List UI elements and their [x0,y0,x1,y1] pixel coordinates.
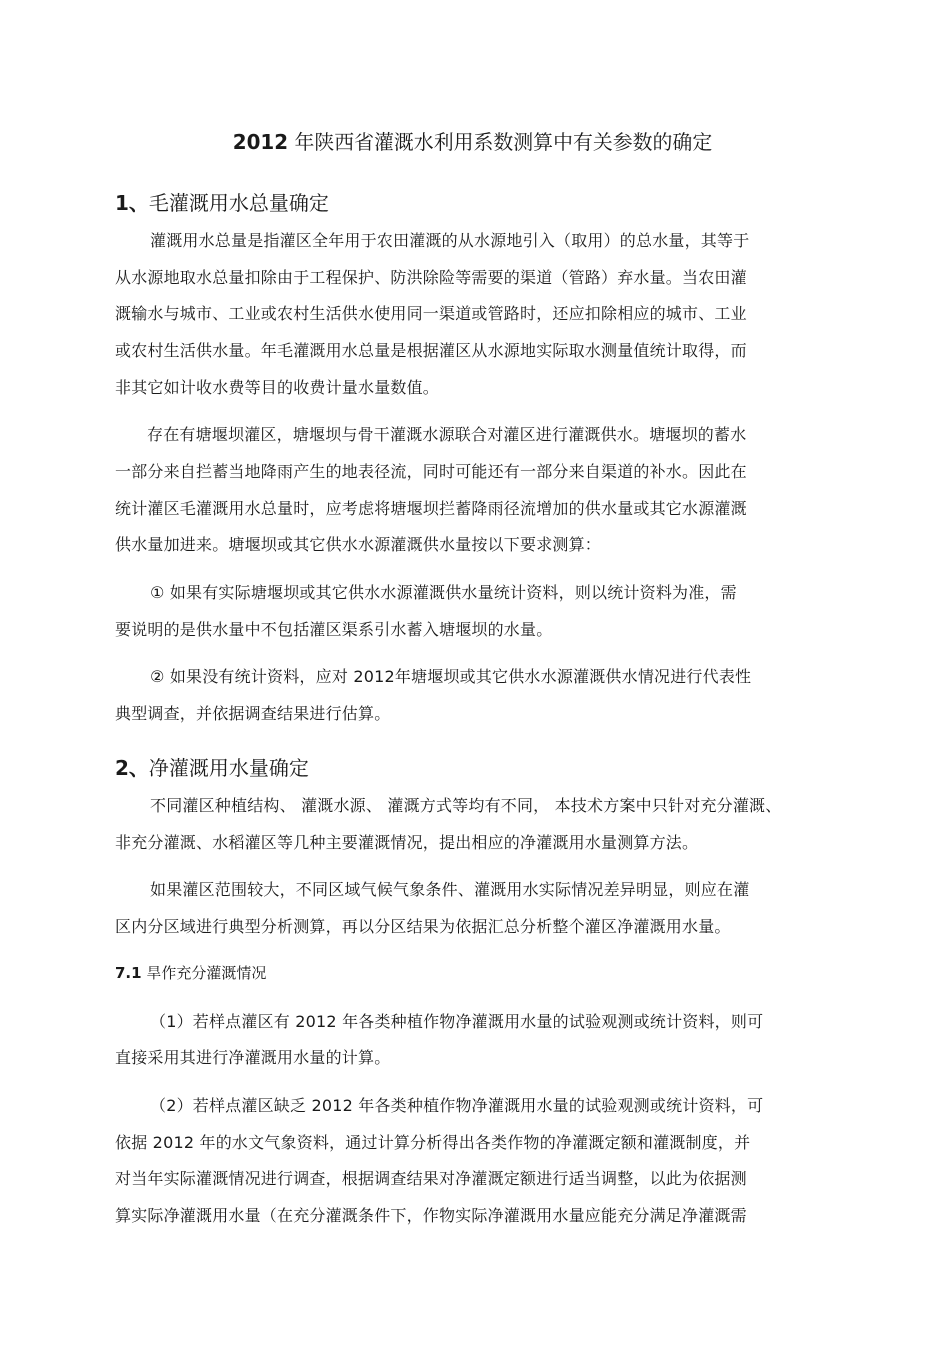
section-2-item-2-line: 对当年实际灌溉情况进行调查，根据调查结果对净灌溉定额进行适当调整，以此为依据测 [115,1169,747,1188]
section-2-paragraph-1-line: 非充分灌溉、水稻灌区等几种主要灌溉情况，提出相应的净灌溉用水量测算方法。 [115,833,699,852]
section-1-paragraph-2-line: 存在有塘堰坝灌区，塘堰坝与骨干灌溉水源联合对灌区进行灌溉供水。塘堰坝的蓄水 [147,425,747,444]
section-1-paragraph-1-line: 或农村生活供水量。年毛灌溉用水总量是根据灌区从水源地实际取水测量值统计取得，而 [115,341,747,360]
section-2-number: 2、 [115,756,149,780]
section-2-item-2-line: （2）若样点灌区缺乏 2012 年各类种植作物净灌溉用水量的试验观测或统计资料，可 [150,1096,764,1115]
document-title [0,130,945,154]
title-text: 年陕西省灌溉水利用系数测算中有关参数的确定 [288,130,713,154]
section-2-title: 净灌溉用水量确定 [148,756,309,780]
section-2-paragraph-1-line: 不同灌区种植结构、 灌溉水源、 灌溉方式等均有不同， 本技术方案中只针对充分灌溉、 [150,796,782,815]
section-2-paragraph-2-line: 如果灌区范围较大，不同区域气候气象条件、灌溉用水实际情况差异明显，则应在灌 [150,880,750,899]
subsection-7-1-number: 7.1 [115,964,142,982]
section-2-item-2-line: 依据 2012 年的水文气象资料，通过计算分析得出各类作物的净灌溉定额和灌溉制度，并 [115,1133,751,1152]
title-year: 2012 [232,130,289,154]
section-2-item-1-line: （1）若样点灌区有 2012 年各类种植作物净灌溉用水量的试验观测或统计资料，则可 [150,1012,764,1031]
section-1-item-1-line: 要说明的是供水量中不包括灌区渠系引水蓄入塘堰坝的水量。 [115,620,553,639]
section-1-paragraph-2-line: 统计灌区毛灌溉用水总量时，应考虑将塘堰坝拦蓄降雨径流增加的供水量或其它水源灌溉 [115,499,747,518]
section-2-item-2-line: 算实际净灌溉用水量（在充分灌溉条件下，作物实际净灌溉用水量应能充分满足净灌溉需 [115,1206,747,1225]
section-2-paragraph-2-line: 区内分区域进行典型分析测算，再以分区结果为依据汇总分析整个灌区净灌溉用水量。 [115,917,731,936]
section-1-heading [115,191,329,215]
section-1-item-2-line: 典型调查，并依据调查结果进行估算。 [115,704,391,723]
section-2-item-1-line: 直接采用其进行净灌溉用水量的计算。 [115,1048,391,1067]
section-1-paragraph-1-line: 溉输水与城市、工业或农村生活供水使用同一渠道或管路时，还应扣除相应的城市、工业 [115,304,747,323]
section-1-number: 1、 [115,191,149,215]
section-1-paragraph-2-line: 供水量加进来。塘堰坝或其它供水水源灌溉供水量按以下要求测算： [115,535,602,554]
subsection-7-1-title: 旱作充分灌溉情况 [141,964,267,982]
section-2-heading [115,756,309,780]
section-1-item-2-line: ② 如果没有统计资料，应对 2012年塘堰坝或其它供水水源灌溉供水情况进行代表性 [150,667,752,686]
section-1-title: 毛灌溉用水总量确定 [148,191,329,215]
section-1-paragraph-1-line: 从水源地取水总量扣除由于工程保护、防洪除险等需要的渠道（管路）弃水量。当农田灌 [115,268,747,287]
section-1-paragraph-1-line: 非其它如计收水费等目的收费计量水量数值。 [115,378,440,397]
section-1-paragraph-2-line: 一部分来自拦蓄当地降雨产生的地表径流，同时可能还有一部分来自渠道的补水。因此在 [115,462,747,481]
subsection-7-1-heading [115,963,266,983]
section-1-paragraph-1-line: 灌溉用水总量是指灌区全年用于农田灌溉的从水源地引入（取用）的总水量，其等于 [150,231,750,250]
section-1-item-1-line: ① 如果有实际塘堰坝或其它供水水源灌溉供水量统计资料，则以统计资料为准，需 [150,583,737,602]
